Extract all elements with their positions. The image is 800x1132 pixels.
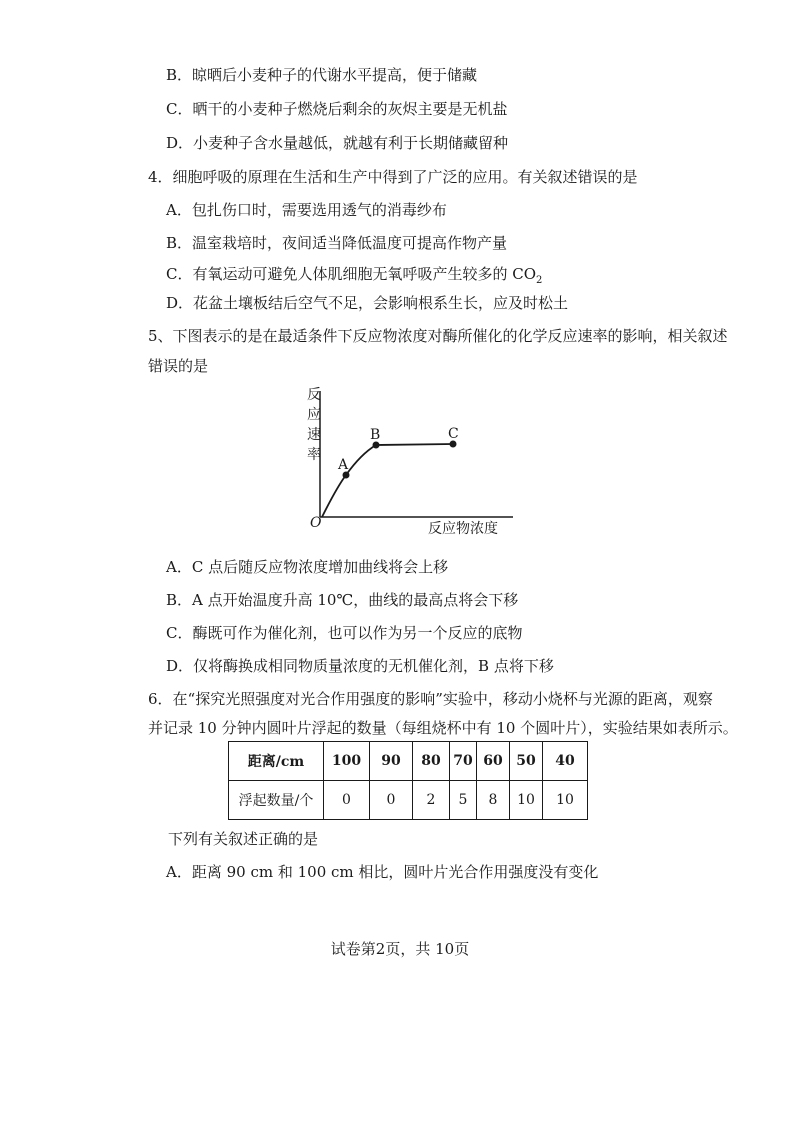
xlabel: 反应物浓度 [428, 521, 498, 537]
table-header-count: 浮起数量/个 [229, 781, 324, 820]
q5-option-c: C．酶既可作为催化剂，也可以作为另一个反应的底物 [166, 624, 523, 642]
q4-option-c-text: C．有氧运动可避免人体肌细胞无氧呼吸产生较多的 CO [166, 265, 537, 283]
ylabel-char-3: 速 [307, 427, 321, 443]
table-header-distance: 距离/cm [229, 742, 324, 781]
q5-option-d: D．仅将酶换成相同物质量浓度的无机催化剂，B 点将下移 [166, 657, 554, 675]
table-cell: 60 [477, 742, 510, 781]
table-cell: 80 [413, 742, 450, 781]
results-table [228, 741, 588, 820]
q4-option-d: D．花盆土壤板结后空气不足，会影响根系生长，应及时松土 [166, 294, 569, 312]
q4-option-c-subscript: 2 [536, 275, 543, 286]
point-a-label: A [338, 457, 349, 473]
q4-option-c [166, 264, 542, 291]
point-b-label: B [370, 427, 381, 443]
table-row [229, 781, 588, 820]
ylabel-char-4: 率 [307, 447, 321, 463]
table-cell: 10 [510, 781, 543, 820]
table-cell: 40 [543, 742, 588, 781]
q6-stem-line2: 并记录 10 分钟内圆叶片浮起的数量（每组烧杯中有 10 个圆叶片），实验结果如表所示。 [148, 719, 738, 737]
q3-option-d: D．小麦种子含水量越低，就越有利于长期储藏留种 [166, 134, 509, 152]
table-cell: 90 [370, 742, 413, 781]
table-cell: 50 [510, 742, 543, 781]
table-cell: 70 [450, 742, 477, 781]
ylabel-char-2: 应 [307, 407, 321, 423]
q6-after-table: 下列有关叙述正确的是 [168, 830, 319, 848]
q5-option-b: B．A 点开始温度升高 10℃，曲线的最高点将会下移 [166, 591, 519, 609]
q5-option-a: A．C 点后随反应物浓度增加曲线将会上移 [166, 558, 449, 576]
q5-stem-line1: 5、下图表示的是在最适条件下反应物浓度对酶所催化的化学反应速率的影响，相关叙述 [148, 327, 728, 345]
q5-stem-line2: 错误的是 [148, 357, 209, 375]
q4-stem: 4．细胞呼吸的原理在生活和生产中得到了广泛的应用。有关叙述错误的是 [148, 168, 638, 186]
q6-option-a: A．距离 90 cm 和 100 cm 相比，圆叶片光合作用强度没有变化 [166, 863, 599, 881]
q6-stem-line1: 6．在“探究光照强度对光合作用强度的影响”实验中，移动小烧杯与光源的距离，观察 [148, 690, 713, 708]
q4-option-b: B．温室栽培时，夜间适当降低温度可提高作物产量 [166, 234, 508, 252]
table-cell: 8 [477, 781, 510, 820]
table-cell: 10 [543, 781, 588, 820]
table-cell: 0 [324, 781, 370, 820]
table-cell: 2 [413, 781, 450, 820]
reaction-rate-chart [288, 383, 518, 543]
table-cell: 5 [450, 781, 477, 820]
point-c-label: C [448, 426, 459, 442]
table-cell: 100 [324, 742, 370, 781]
table-cell: 0 [370, 781, 413, 820]
q3-option-c: C．晒干的小麦种子燃烧后剩余的灰烬主要是无机盐 [166, 100, 508, 118]
ylabel-char-1: 反 [307, 387, 321, 403]
table-row [229, 742, 588, 781]
origin-label: O [310, 515, 322, 531]
rate-curve [322, 444, 454, 517]
q3-option-b: B．晾晒后小麦种子的代谢水平提高，便于储藏 [166, 66, 478, 84]
q4-option-a: A．包扎伤口时，需要选用透气的消毒纱布 [166, 201, 447, 219]
page-footer: 试卷第2页，共 10页 [330, 940, 470, 958]
